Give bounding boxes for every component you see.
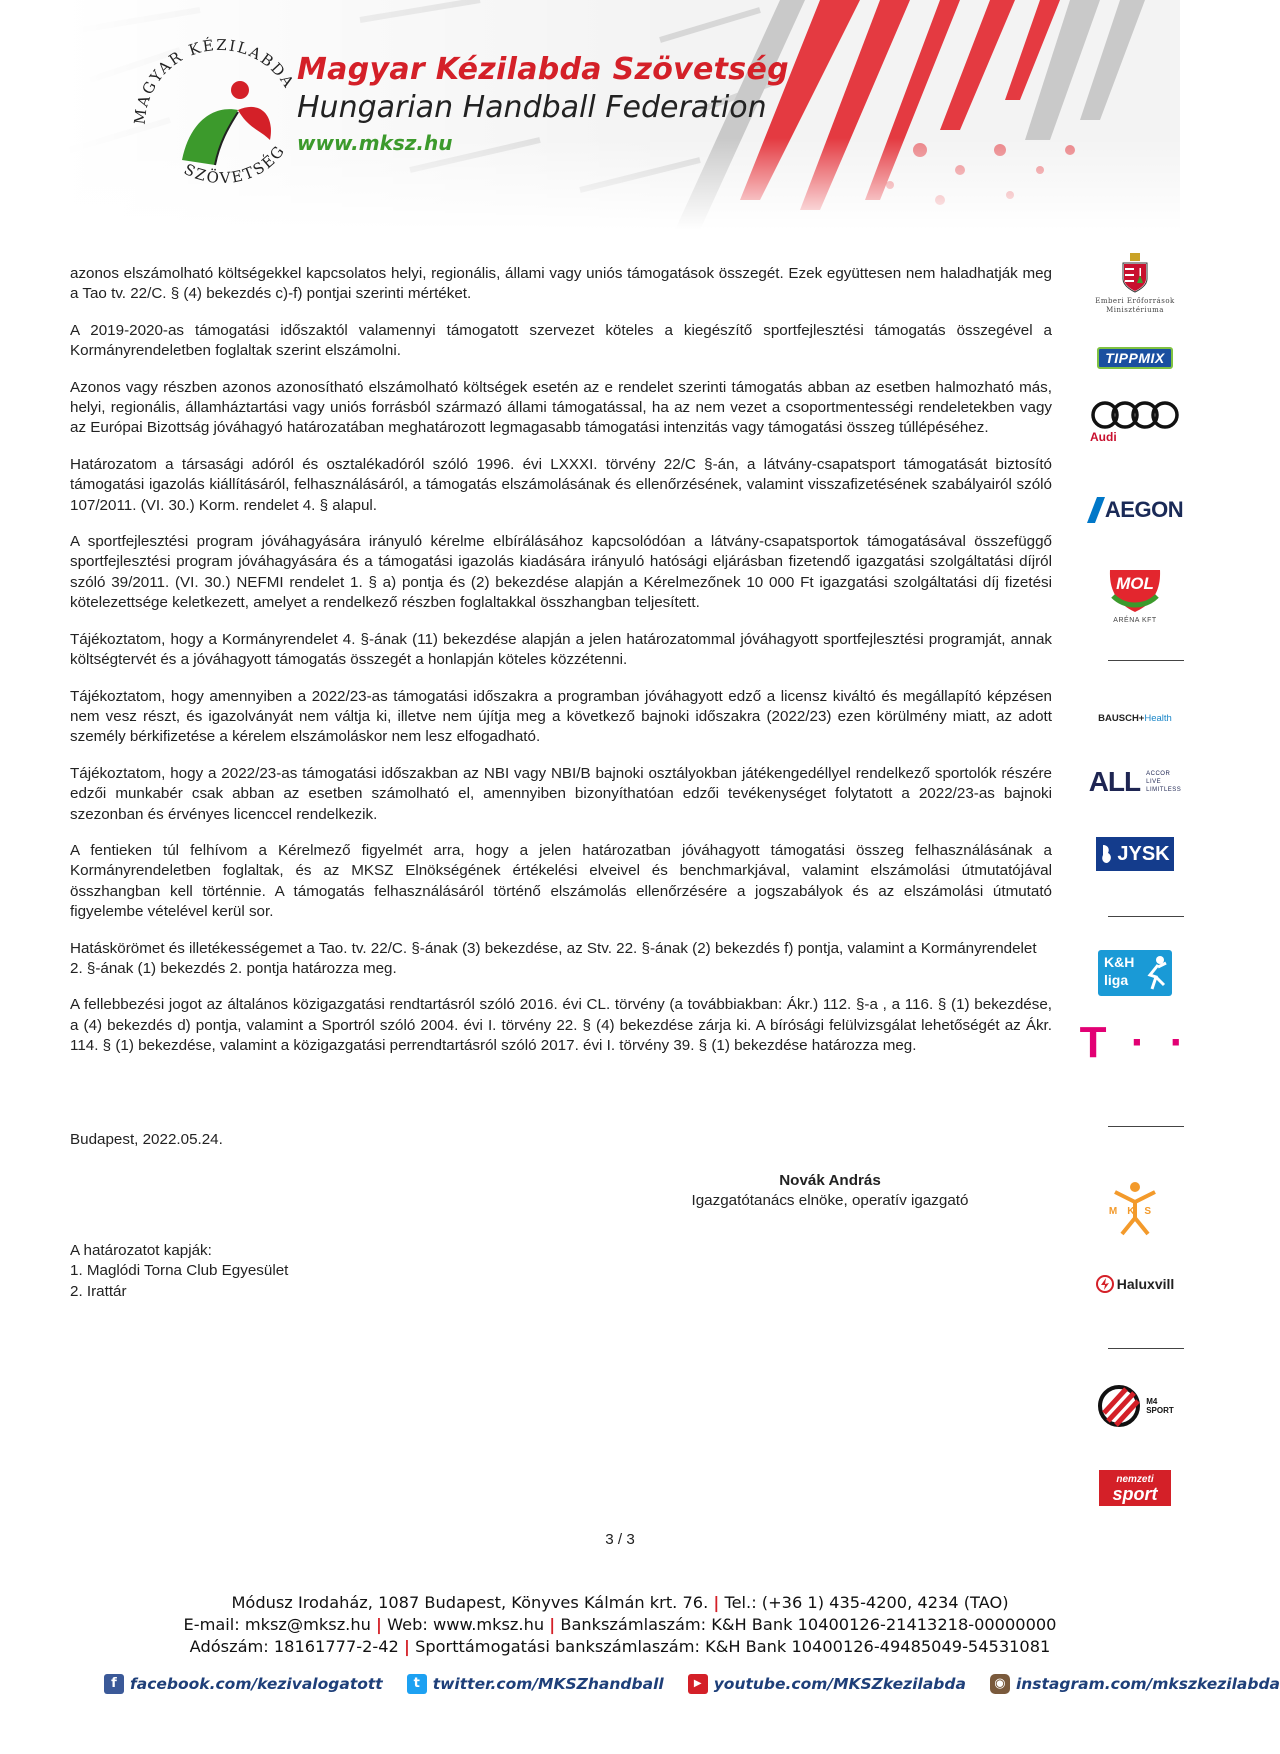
sponsor-aegon <box>1060 490 1210 530</box>
m4-subtitle: SPORT <box>1146 1406 1174 1415</box>
recipients-block <box>70 1241 288 1302</box>
handball-player-icon <box>1142 955 1168 991</box>
footer-phone: Tel.: (+36 1) 435-4200, 4234 (TAO) <box>724 1593 1009 1612</box>
federation-name-hu: Magyar Kézilabda Szövetség <box>297 52 789 87</box>
all-tagline: ACCOR <box>1146 771 1171 777</box>
paragraph: azonos elszámolható költségekkel kapcsolatos helyi, regionális, állami vagy uniós támogatások összegét. Ezek együttesen nem haladhatják meg a Tao tv. 22/C. § (4) bekezdés c)-f) pontjai szerinti mértéket. <box>70 265 1052 303</box>
footer-line-contact <box>0 1614 1240 1636</box>
footer-line-tax <box>0 1636 1240 1658</box>
emmi-line1: Emberi Erőforrások <box>1095 297 1175 305</box>
footer-bank-account: Bankszámlaszám: K&H Bank 10400126-21413218-00000000 <box>560 1615 1057 1634</box>
social-twitter[interactable] <box>407 1674 664 1694</box>
sponsor-divider <box>1108 660 1184 661</box>
issue-date: Budapest, 2022.05.24. <box>70 1131 223 1148</box>
haluxvill-mark-icon <box>1096 1275 1114 1293</box>
social-links <box>104 1672 1280 1696</box>
audi-wordmark: Audi <box>1090 430 1117 444</box>
m4-sport-ball-icon <box>1096 1383 1142 1429</box>
social-youtube[interactable] <box>688 1674 966 1694</box>
sponsor-audi <box>1060 392 1210 452</box>
recipient-item: 2. Irattár <box>70 1282 127 1300</box>
all-tagline: LIMITLESS <box>1146 787 1182 793</box>
federation-name-en: Hungarian Handball Federation <box>297 90 767 125</box>
letterhead <box>60 0 1180 230</box>
sponsor-divider <box>1108 1348 1184 1349</box>
tippmix-logo: TIPPMIX <box>1097 347 1173 369</box>
sponsor-mks <box>1060 1158 1210 1238</box>
twitter-link[interactable]: twitter.com/MKSZhandball <box>432 1675 664 1693</box>
aegon-wordmark: AEGON <box>1104 497 1184 522</box>
nemzeti-wordmark: nemzeti <box>1116 1474 1154 1485</box>
sponsor-jysk <box>1060 834 1210 874</box>
instagram-icon: ◉ <box>990 1674 1010 1694</box>
bausch-wordmark: BAUSCH+ <box>1098 712 1145 724</box>
social-instagram[interactable] <box>990 1674 1280 1694</box>
footer-line-address <box>0 1592 1240 1614</box>
sponsor-all-accor <box>1060 762 1210 802</box>
instagram-link[interactable]: instagram.com/mkszkezilabda <box>1015 1675 1280 1693</box>
mks-wordmark: MKS <box>1108 1205 1162 1217</box>
kh-line2: liga <box>1104 972 1129 988</box>
footer-tax-number: Adószám: 18161777-2-42 <box>189 1637 399 1656</box>
page-number: 3 / 3 <box>605 1531 635 1548</box>
aegon-mark-icon <box>1087 497 1105 523</box>
sponsor-telekom <box>1060 1018 1210 1068</box>
mksz-crest-logo <box>120 30 320 200</box>
signature-block <box>660 1171 1000 1212</box>
emmi-line2: Minisztériuma <box>1106 306 1164 314</box>
footer-separator: | <box>713 1593 720 1612</box>
footer-contact <box>0 1592 1240 1658</box>
sponsor-mol <box>1060 558 1210 634</box>
footer-email[interactable]: E-mail: mksz@mksz.hu <box>183 1615 371 1634</box>
sponsor-divider <box>1108 1126 1184 1127</box>
paragraph: Tájékoztatom, hogy a 2022/23-as támogatási időszakban az NBI vagy NBI/B bajnoki osztályokban játékengedéllyel rendelkező sportolók részére edzői munkabér csak abban az esetben számolható el, amennyiben bizonyíthatóan edzői tevékenységet folytatott a 2022/23-as bajnoki szezonban és érvényes licenccel rendelkezik. <box>70 764 1052 823</box>
sponsor-kh-liga <box>1060 948 1210 998</box>
footer-address: Módusz Irodaház, 1087 Budapest, Könyves Kálmán krt. 76. <box>231 1593 709 1612</box>
svg-text:MAGYAR KÉZILABDA <box>131 36 299 126</box>
kh-line1: K&H <box>1104 954 1135 970</box>
signer-title: Igazgatótanács elnöke, operatív igazgató <box>691 1192 969 1210</box>
facebook-link[interactable]: facebook.com/kezivalogatott <box>130 1675 383 1693</box>
paragraph: Hatáskörömet és illetékességemet a Tao. tv. 22/C. §-ának (3) bekezdése, az Stv. 22. §-ának (2) bekezdés f) pontja, valamint a Kormányrendelet 2. §-ának (1) bekezdés 2. pontja határozza meg. <box>70 939 1037 977</box>
recipients-title: A határozatot kapják: <box>70 1242 212 1259</box>
youtube-icon: ▶ <box>688 1674 708 1694</box>
decision-body <box>70 264 1052 1057</box>
sponsor-m4-sport <box>1060 1376 1210 1436</box>
paragraph: A 2019-2020-as támogatási időszaktól valamennyi támogatott szervezet köteles a kiegészítő sportfejlesztési támogatás összegével a Kormányrendeletben foglaltak szerint elszámolni. <box>70 321 1052 360</box>
twitter-icon: t <box>407 1674 427 1694</box>
m4-wordmark: M4 <box>1146 1397 1158 1406</box>
paragraph: Tájékoztatom, hogy a Kormányrendelet 4. §-ának (11) bekezdése alapján a jelen határozatommal jóváhagyott sportfejlesztési programját, annak költségtervét és a jóváhagyott támogatás összegét a honlapján köteles közzétenni. <box>70 630 1052 669</box>
sponsor-nemzeti-sport <box>1060 1468 1210 1508</box>
hungarian-coat-of-arms-icon <box>1121 253 1149 293</box>
sponsor-haluxvill <box>1060 1266 1210 1302</box>
paragraph: A fellebbezési jogot az általános közigazgatási rendtartásról szóló 2016. évi CL. törvény (a továbbiakban: Ákr.) 112. §-a , a 116. § (1) bekezdése, a (4) bekezdés d) pontja, valamint a Sportról szóló 2004. évi I. törvény 22. § (4) bekezdése zárja ki. A bírósági felülvizsgálat lehetőségét az Ákr. 114. § (1) bekezdése, valamint a közigazgatási perrendtartásról szóló 2017. évi I. törvény 39. § (1) bekezdése határozza meg. <box>70 996 1052 1055</box>
haluxvill-wordmark: Haluxvill <box>1116 1276 1175 1292</box>
youtube-link[interactable]: youtube.com/MKSZkezilabda <box>713 1675 966 1693</box>
paragraph: Határozatom a társasági adóról és osztalékadóról szóló 1996. évi LXXXI. törvény 22/C §-án, a látvány-csapatsport támogatását biztosító támogatási igazolás kiállításáról, felhasználásáról, a támogatás elszámolásának és ellenőrzésének, valamint visszafizetésének szabályairól szóló 107/2011. (VI. 30.) Korm. rendelet 4. § alapul. <box>70 455 1052 514</box>
federation-website[interactable]: www.mksz.hu <box>297 131 453 155</box>
paragraph: A sportfejlesztési program jóváhagyására irányuló kérelme elbírálásához kapcsolódóan a látvány-csapatsportok támogatásával összefüggő sportfejlesztési program jóváhagyására és a támogatási igazolás kiadására irányuló hatósági eljárásban fizetendő igazgatási szolgáltatási díjról szóló 39/2011. (VI. 30.) NEFMI rendelet 1. § a) pontja és (2) bekezdése alapján a Kérelmezőnek 10 000 Ft igazgatási szolgáltatási díj fizetési kötelezettsége keletkezett, amelyet a rendelkező részben foglaltakkal összhangban teljesített. <box>70 533 1052 612</box>
facebook-icon: f <box>104 1674 124 1694</box>
all-tagline: LIVE <box>1146 779 1162 785</box>
footer-separator: | <box>404 1637 410 1656</box>
sponsor-tippmix <box>1060 340 1210 376</box>
crest-top-text: MAGYAR KÉZILABDA <box>130 35 299 126</box>
sponsor-emmi <box>1060 248 1210 320</box>
footer-web[interactable]: Web: www.mksz.hu <box>387 1615 545 1634</box>
paragraph: Azonos vagy részben azonos azonosítható elszámolható költségek esetén az e rendelet szerinti támogatás abban az esetben halmozható más, helyi, regionális, államháztartási vagy uniós forrásból származó állami támogatással, ha az nem vezet a csoportmentességi rendeletekben vagy az Európai Bizottság jóváhagyó határozatában meghatározott legmagasabb támogatási intenzitás vagy támogatási összeg túllépéséhez. <box>70 378 1052 437</box>
sponsor-bausch-health <box>1060 708 1210 728</box>
audi-rings-icon <box>1090 400 1180 430</box>
all-wordmark: ALL <box>1088 766 1141 797</box>
recipient-item: 1. Maglódi Torna Club Egyesület <box>70 1262 289 1280</box>
paragraph: Tájékoztatom, hogy amennyiben a 2022/23-as támogatási időszakra a programban jóváhagyott edző a licensz kiváltó és megállapító képzésen nem vesz részt, és igazolványát nem váltja ki, illetve nem újítja meg a következő bajnoki időszakra (2022/23) ezen körülmény miatt, az adott személy bérkifizetése a kérelem elszámoláskor nem lesz elfogadható. <box>70 687 1052 746</box>
sponsor-divider <box>1108 916 1184 917</box>
telekom-logo: T · · <box>1079 1018 1191 1067</box>
signer-name: Novák András <box>779 1172 881 1189</box>
jysk-wordmark: JYSK <box>1117 842 1170 865</box>
sport-wordmark: sport <box>1112 1484 1158 1504</box>
mol-wordmark: MOL <box>1116 573 1154 593</box>
mol-subtitle: ARÉNA KFT <box>1113 616 1157 624</box>
social-facebook[interactable] <box>104 1674 383 1694</box>
jysk-goose-icon <box>1100 843 1114 865</box>
footer-separator: | <box>376 1615 382 1634</box>
paragraph: A fentieken túl felhívom a Kérelmező figyelmét arra, hogy a jelen határozatban jóváhagyott támogatási összeg felhasználásának a Kormányrendeletben foglaltak, és az MKSZ Elnökségének értékelési elveivel és benchmarkjával, valamint elszámolási útmutatójával összhangban kell történnie. A támogatás felhasználásáról történő elszámolás ellenőrzésére a jogszabályok és az elszámolási útmutató figyelembe vételével kerül sor. <box>70 841 1052 921</box>
footer-sport-bank-account: Sporttámogatási bankszámlaszám: K&H Bank 10400126-49485049-54531081 <box>415 1637 1051 1656</box>
sponsor-sidebar <box>1060 240 1210 1530</box>
health-wordmark: Health <box>1144 712 1172 724</box>
footer-separator: | <box>549 1615 556 1634</box>
crest-bottom-text: SZÖVETSÉG <box>181 141 289 188</box>
